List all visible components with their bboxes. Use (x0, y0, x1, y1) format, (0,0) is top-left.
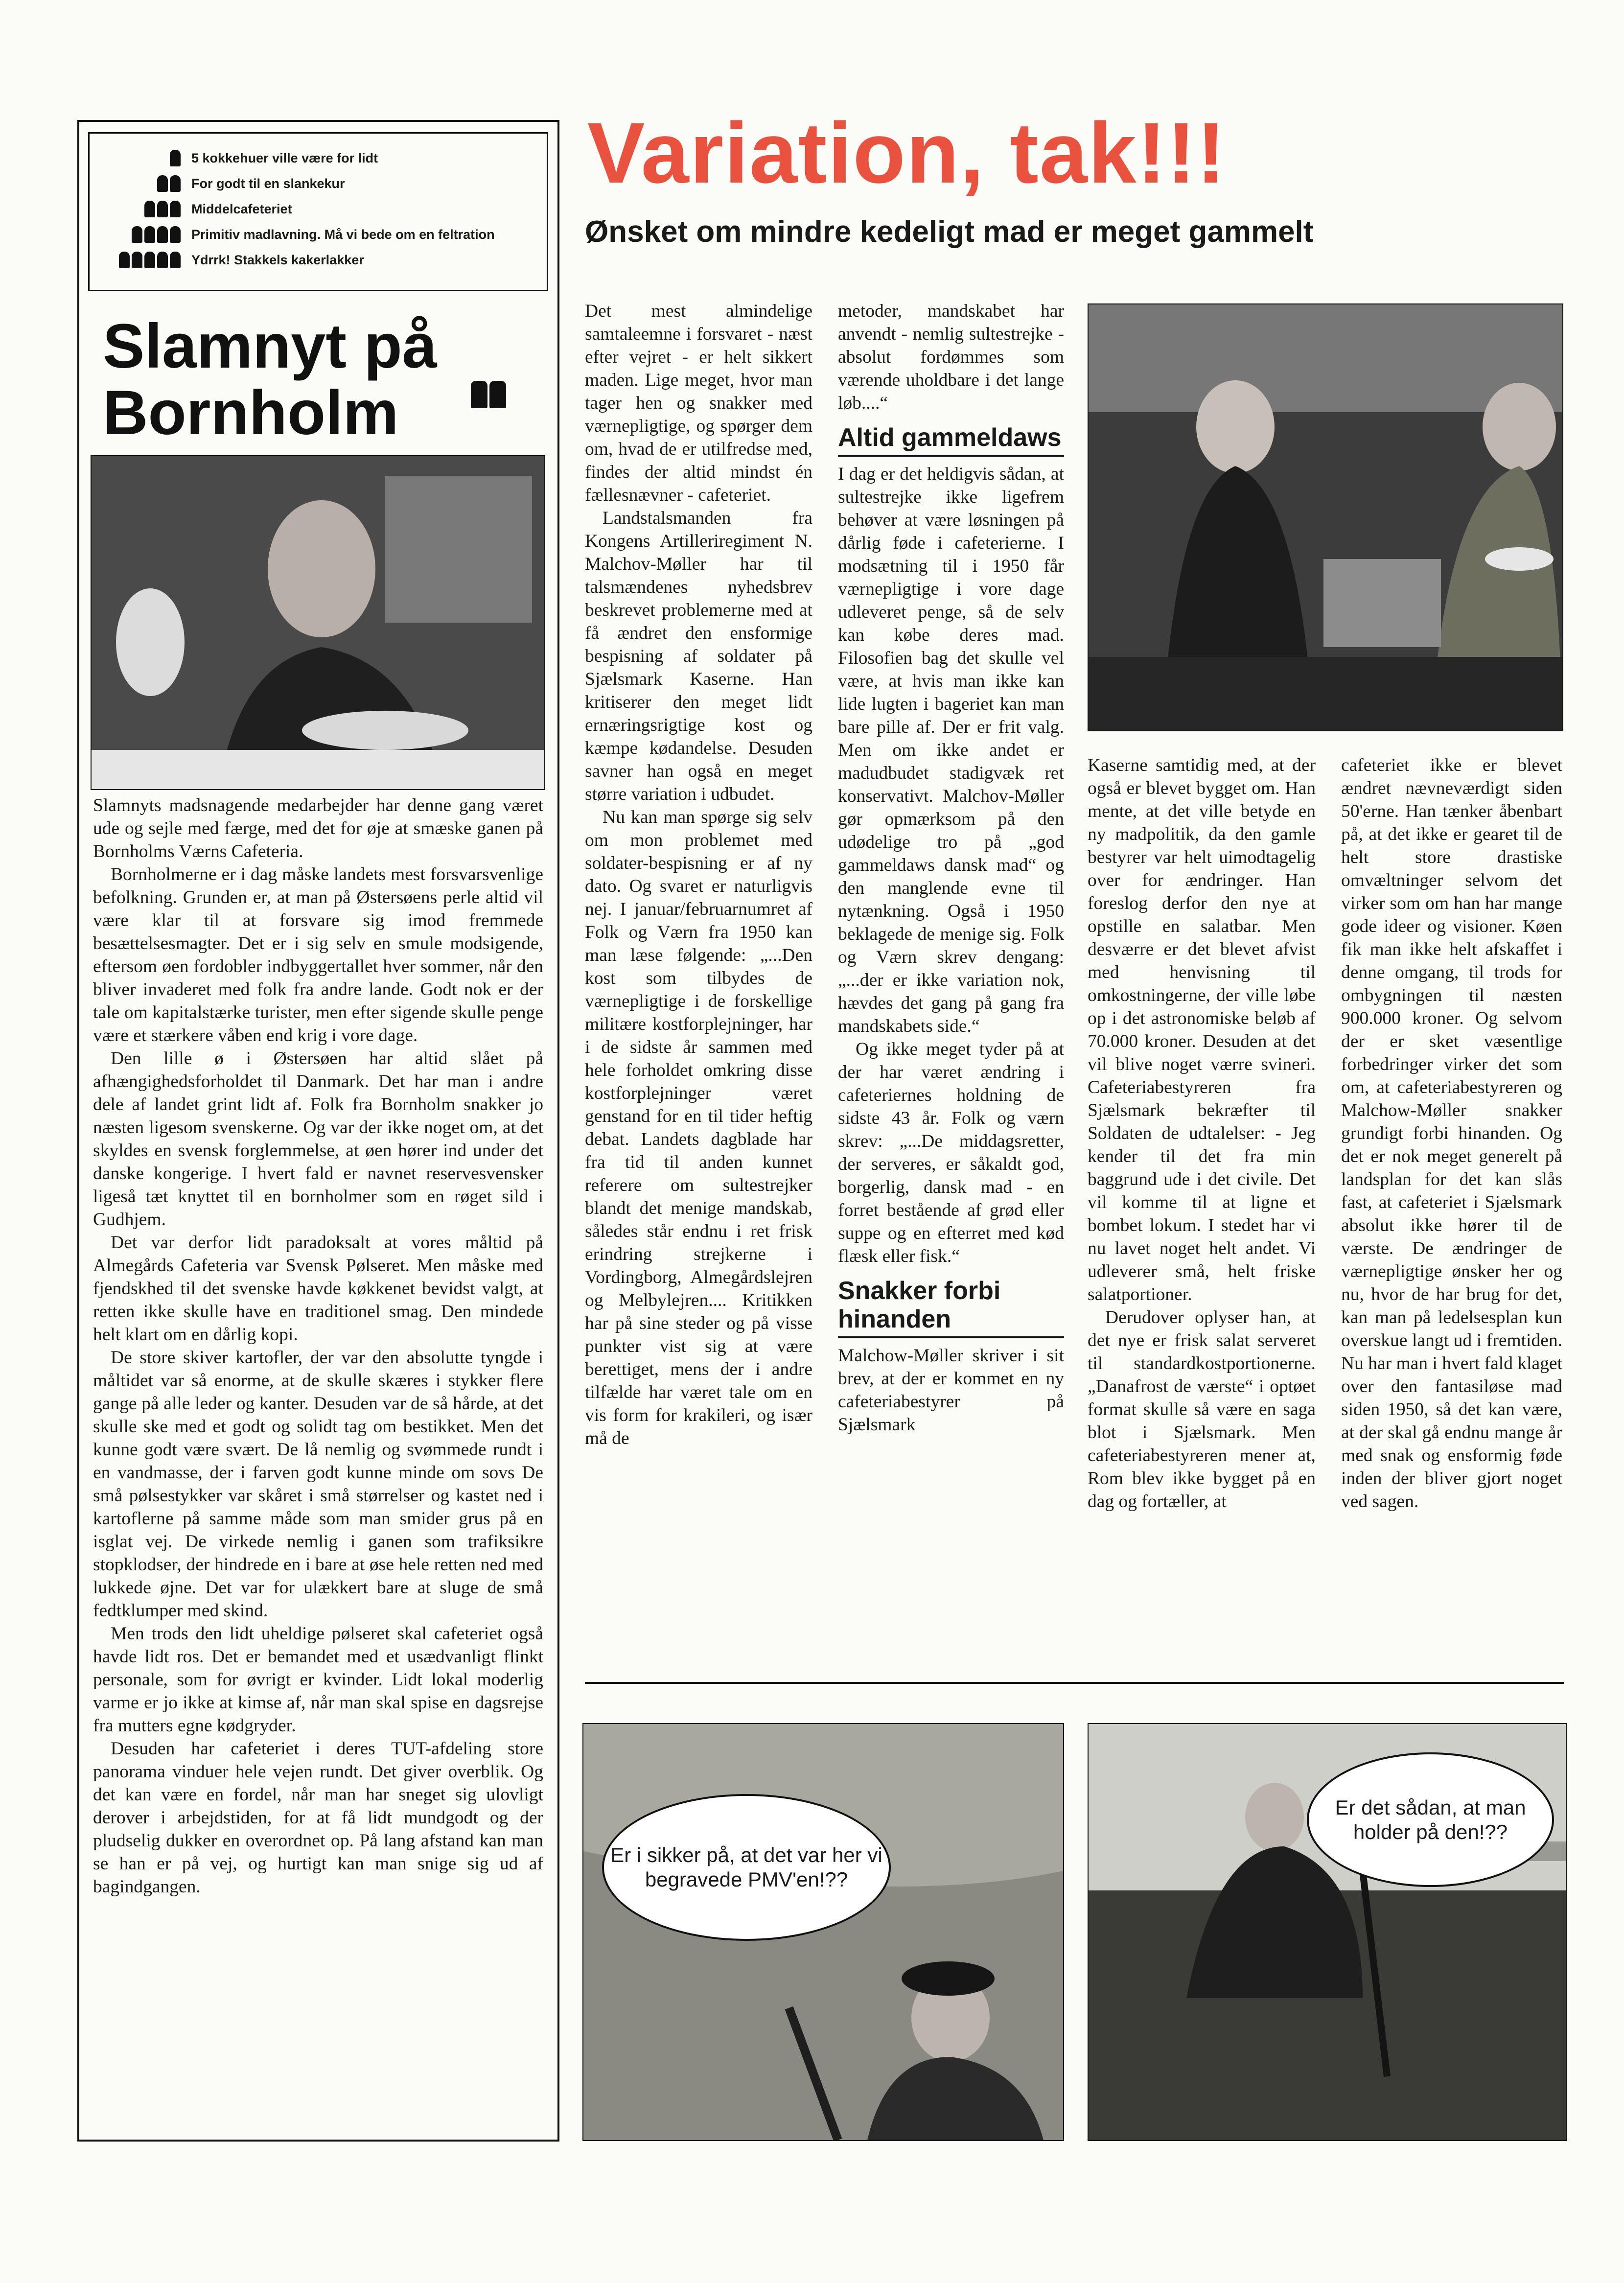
photo-soldiers-serving-food (1088, 303, 1563, 731)
divider-rule (585, 1682, 1564, 1684)
speech-bubble-1-text: Er i sikker på, at det var her vi begravede PMV'en!?? (610, 1843, 882, 1891)
chef-hat-icons (99, 150, 191, 166)
review-title-line1: Slamnyt på (103, 311, 437, 381)
paragraph: Bornholmerne er i dag måske landets mest forsvarsvenlige befolkning. Grunden er, at man på Østersøens perle altid vil være klar til at forsvare sig imod fremmede besættelsesmagter. Det er i sig selv en smule modsigende, eftersom øen fordobler indbyggertallet hver sommer, når den bliver invaderet med folk fra andre lande. Godt nok er der tale om kapitalstærke turister, men efter sigende skulle penge være et stærkere våben end krig i vore dage. (93, 864, 543, 1046)
col2-top-text: metoder, mandskabet har anvendt - nemlig sultestrejke - absolut fordømmes som værende uholdbare i det lange løb....“ (838, 301, 1064, 413)
review-body (93, 794, 543, 1898)
subhead-snakker-forbi: Snakker forbi hinanden (838, 1277, 1064, 1338)
photo-diner-eating (91, 455, 545, 790)
rating-label: Ydrrk! Stakkels kakerlakker (191, 252, 364, 267)
article-headline: Variation, tak!!! (587, 105, 1227, 201)
rating-row (99, 145, 537, 171)
article-subheadline: Ønsket om mindre kedeligt mad er meget gammelt (585, 215, 1314, 249)
review-title (103, 313, 475, 446)
rating-row (99, 171, 537, 196)
chef-hat-icons (99, 175, 191, 192)
chef-hat-icon (170, 252, 181, 268)
paragraph: Det var derfor lidt paradoksalt at vores måltid på Almegårds Cafeteria var Svensk Pølseret. Men måske med fjendskhed til det svenske havde køkkenet bevidst valgt, at retten ikke skulle have en traditionel smag. Den mindede helt klart om en dårlig kopi. (93, 1233, 543, 1345)
subhead-altid-gammeldaws: Altid gammeldaws (838, 423, 1064, 457)
paragraph: Men trods den lidt uheldige pølseret skal cafeteriet også havde lidt ros. Det er bemandet med et usædvanligt flinkt personale, som for øvrigt er kvinder. Lidt lokal moderlig varme er jo ikke at kimse af, når man skal spise en dagsrejse fra mutters egne kødgryder. (93, 1624, 543, 1736)
rating-label: 5 kokkehuer ville være for lidt (191, 150, 378, 165)
paragraph: De store skiver kartofler, der var den absolutte tyngde i måltidet var så enorme, at de skulle skæres i stykker flere gange på alle leder og kanter. Desuden var de så hårde, at det skulle ske med et godt og solidt tag om bestikket. Men det kunne godt være svært. De lå nemlig og svømmede rundt i en vandmasse, der i farven godt kunne minde om sovs De små pølsestykker var skåret i små størrelser og kastet ned i kartoflerne på samme måde som man smider grus på en isglat vej. De virkede nemlig i ganen som trafiksikre stopklodser, der hindrede en i bare at øse hele retten ned med lukkede øjne. Det var for ulækkert bare at sluge de små fedtklumper med skind. (93, 1348, 543, 1621)
paragraph: cafeteriet ikke er blevet ændret nævneværdigt siden 50'erne. Han tænker åbenbart på, at det ikke er gearet til de helt store drastiske omvæltninger selvom det virker som om han har mange gode ideer og visioner. Køen fik man ikke helt afskaffet i denne omgang, til trods for ombygningen til næsten 900.000 kroner. Og selvom der er sket væsentlige forbedringer virker det som om, at cafeteriabestyreren og Malchow-Møller snakker grundigt forbi hinanden. Og det er nok meget generelt på landsplan for det kan slås fast, at cafeteriet i Sjælsmark absolut ikke hører til de værste. De ændringer de værnepligtige ønsker her og nu, hvor de har brug for det, kan man på ledelsesplan kun overskue langt ud i fremtiden. Nu har man i hvert fald klaget over den fantasiløse mad siden 1950, så det kan være, at der skal gå endnu mange år med snak og ensformig føde inden der bliver gjort noget ved sagen. (1341, 755, 1562, 1512)
rating-label: Primitiv madlavning. Må vi bede om en feltration (191, 227, 495, 242)
article-column-3 (1088, 754, 1316, 1513)
col2-bottom-text: Malchow-Møller skriver i sit brev, at der er kommet en ny cafeteriabestyrer på Sjælsmark (838, 1346, 1064, 1435)
speech-bubble-1 (602, 1794, 891, 1941)
paragraph: Den lille ø i Østersøen har altid slået på afhængighedsforholdet til Danmark. Det har man i andre dele af landet grint lidt af. Folk fra Bornholm snakker jo næsten ligesom svenskerne. Og var der ikke noget om, at det skyldes en svensk forglemmelse, at øen hører ind under det danske kongerige. I hvert fald er navnet reservesvensker ligeså tæt knyttet til en bornholmer som en røget sild i Gudhjem. (93, 1048, 543, 1230)
paragraph: Kaserne samtidig med, at der også er blevet bygget om. Han mente, at det ville betyde en ny madpolitik, da den gamle bestyrer var helt uimodtagelig over for ændringer. Han foreslog derfor den nye at opstille en salatbar. Men desværre er det blevet afvist med henvisning til omkostningerne, der ville løbe op i det astronomiske beløb af 70.000 kroner. Desuden at det vil blive noget værre svineri. Cafeteriabestyreren fra Sjælsmark bekræfter til Soldaten de udtalelser: - Jeg kender til det fra min baggrund ude i det civile. Det vil komme til at ligne et bombet lokum. I stedet har vi nu lavet noget helt andet. Vi udleverer små, helt friske salatportioner. (1088, 755, 1316, 1305)
speech-bubble-2-text: Er det sådan, at man holder på den!?? (1335, 1795, 1526, 1843)
rating-row (99, 222, 537, 247)
cartoon-1-illustration (583, 1724, 1063, 2140)
chef-hat-icons (99, 226, 191, 243)
chef-hat-icon (157, 226, 168, 243)
chef-hat-icon (157, 201, 168, 217)
review-title-line2: Bornholm (103, 378, 399, 448)
chef-hat-icon (144, 201, 155, 217)
paragraph: Landstalsmanden fra Kongens Artilleriregiment N. Malchov-Møller har til talsmændenes nyhedsbrev beskrevet problemerne med at få ændret den ensformige bespisning af soldater på Sjælsmark Kaserne. Han kritiserer den meget lidt ernæringsrigtige kost og kæmpe kødandelse. Desuden savner han også en meget større variation i udbudet. (585, 508, 812, 804)
photo-soldiers-illustration (1089, 304, 1562, 730)
paragraph: Derudover oplyser han, at det nye er frisk salat serveret til standardkostportionerne. „Danafrost de værste“ i optøet format skulle så være en saga blot i Sjælsmark. Men cafeteriabestyreren mener at, Rom blev ikke bygget på en dag og fortæller, at (1088, 1307, 1316, 1512)
paragraph: Desuden har cafeteriet i deres TUT-afdeling store panorama vinduer hele vejen rundt. Det giver overblik. Og det kan være en fordel, når man har sneget sig ulovligt derover i arbejdstiden, for at få lidt mundgodt og der pludselig dukker en overordnet op. På lang afstand kan man se han er på vej, og hurtigt kan man snige sig ud af bagindgangen. (93, 1739, 543, 1897)
rating-row (99, 196, 537, 222)
chef-hat-icon (119, 252, 130, 268)
paragraph: Det mest almindelige samtaleemne i forsvaret - næst efter vejret - er helt sikkert maden. Lige meget, hvor man tager hen og snakker med værnepligtige, og spørger dem om, hvad de er utilfredse med, findes der altid mindst én fællesnævner - cafeteriet. (585, 301, 812, 505)
chef-hat-icon (170, 175, 181, 192)
paragraph: I dag er det heldigvis sådan, at sultestrejke ikke ligefrem behøver at være løsningen på dårlig føde i cafeterierne. I modsætning til i 1950 får værnepligtige i vore dage udleveret penge, så de selv kan købe deres mad. Filosofien bag det skulle vel være, at hvis man ikke kan lide lugten i bageriet kan man bare pille af. Der er frit valg. Men om ikke andet er madudbudet stadigvæk ret konservativt. Malchov-Møller gør opmærksom på den udødelige tro på „god gammeldaws dansk mad“ og den manglende evne til nytænkning. Også i 1950 beklagede de menige sig. Folk og Værn skrev dengang: „...der er ikke variation nok, hævdes det gang på gang fra mandskabets side.“ (838, 464, 1064, 1036)
chef-hat-icon (170, 150, 181, 166)
paragraph: Slamnyts madsnagende medarbejder har denne gang været ude og sejle med færge, med det for øje at smæske ganen på Bornholms Værns Cafeteria. (93, 795, 543, 862)
cartoon-photo-soldier-digging (582, 1723, 1064, 2141)
chef-hat-icon (144, 226, 155, 243)
chef-hat-icons (99, 252, 191, 268)
article-column-4 (1341, 754, 1562, 1513)
rating-legend (88, 132, 548, 291)
chef-hat-icon (170, 226, 181, 243)
chef-hat-icon (170, 201, 181, 217)
paragraph: Og ikke meget tyder på at der har været ændring i cafeteriernes holdning de sidste 43 år. Folk og værn skrev: „...De middagsretter, der serveres, er såkaldt god, borgerlig, dansk mad - en forret bestående af grød eller suppe og en efterret med kød flæsk eller fisk.“ (838, 1039, 1064, 1266)
chef-hat-icon (132, 252, 142, 268)
chef-hat-icons (99, 201, 191, 217)
two-hats-icon (471, 381, 508, 408)
speech-bubble-2 (1307, 1752, 1554, 1887)
chef-hat-icon (157, 252, 168, 268)
article-column-1 (585, 300, 812, 1450)
rating-label: For godt til en slankekur (191, 176, 345, 191)
chef-hat-icon (157, 175, 168, 192)
photo-diner-illustration (92, 456, 544, 789)
paragraph: Nu kan man spørge sig selv om mon problemet med soldater-bespisning er af ny dato. Og svaret er naturligvis nej. I januar/februarnumret af Folk og Værn fra 1950 kan man læse følgende: „...Den kost som tilbydes de værnepligtige i de forskellige militære kostforplejninger, har i de sidste år sammen med hele forholdet omkring disse kostforplejninger været genstand for en til tider heftig debat. Landets dagblade har fra tid til anden kunnet referere om sultestrejker blandt det menige mandskab, således står endnu i ret frisk erindring strejkerne i Vordingborg, Almegårdslejren og Melbylejren.... Kritikken har på sine steder og på visse punkter vist sig at være berettiget, mens der i andre tilfælde har været tale om en vis form for krakileri, og især må de (585, 807, 812, 1448)
rating-label: Middelcafeteriet (191, 201, 292, 216)
rating-row (99, 247, 537, 273)
article-column-2 (838, 300, 1064, 1436)
chef-hat-icon (132, 226, 142, 243)
chef-hat-icon (144, 252, 155, 268)
